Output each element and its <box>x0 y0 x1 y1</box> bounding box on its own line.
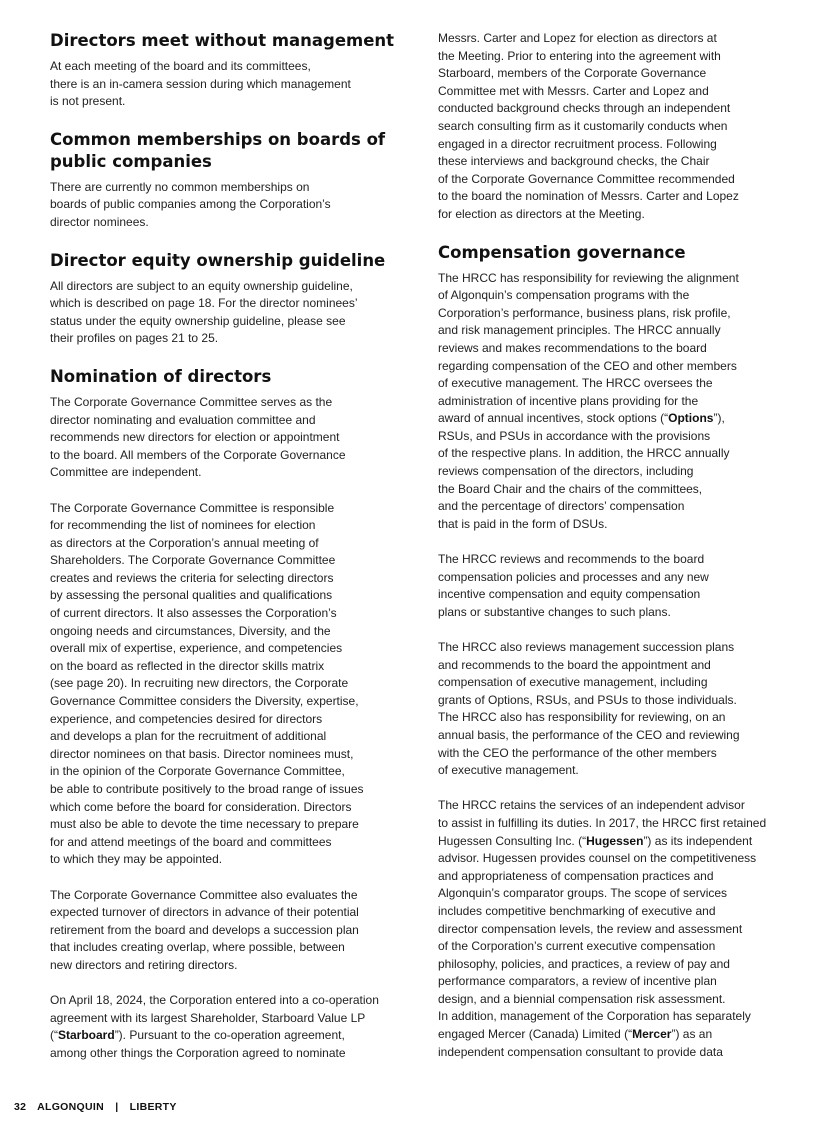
heading-equity-ownership: Director equity ownership guideline <box>50 250 386 270</box>
paragraph-hrcc-advisor <box>438 797 790 1061</box>
text-run: ”) as an independent compensation consultant to provide data <box>438 1027 723 1059</box>
left-column <box>50 30 410 1063</box>
heading-directors-meet: Directors meet without management <box>50 31 395 50</box>
page-footer <box>14 1101 185 1113</box>
heading-common-memberships: Common memberships on boards of public companies <box>50 129 386 171</box>
paragraph-nominee-checks: Messrs. Carter and Lopez for election as directors at the Meeting. Prior to entering into the agreement with Starboard, members of the Corporate Governance Committee met with Messrs. Carter and Lopez and conducted background checks through an independent search consulting firm as it customarily conducts when engaged in a director recruitment process. Following these interviews and background checks, the Chair of the Corporate Governance Committee recommended to the board the nomination of Messrs. Carter and Lopez for election as directors at the Meeting. <box>438 31 739 221</box>
page-number: 32 <box>14 1101 27 1113</box>
text-run: ”) as its independent advisor. Hugessen provides counsel on the competitiveness and appropriateness of compensation practices and Algonquin’s comparator groups. The scope of services includes competitive benchmarking of executive and director compensation levels, the review and assessment of the Corporation’s current executive compensation philosophy, policies, and practices, a review of pay and performance comparators, a review of incentive plan design, and a biennial compensation risk assessment. In addition, management of the Corporation has separately engaged Mercer (Canada) Limited (“ <box>438 833 757 1042</box>
paragraph-succession: The Corporate Governance Committee also evaluates the expected turnover of directors in advance of their potential retirement from the board and develops a succession plan that includes creating overlap, where possible, between new directors and retiring directors. <box>50 887 359 972</box>
defined-term-hugessen: Hugessen <box>586 833 644 848</box>
right-column <box>438 30 790 1061</box>
paragraph-cooperation-agreement <box>50 992 410 1062</box>
text-run: The HRCC retains the services of an independent advisor to assist in fulfilling its duties. In 2017, the HRCC first retained Hugessen Consulting Inc. (“ <box>438 798 767 848</box>
defined-term-options: Options <box>668 411 714 426</box>
paragraph-nominating-committee: The Corporate Governance Committee serves as the director nominating and evaluation committee and recommends new directors for election or appointment to the board. All members of the Corporate Governance Committee are independent. <box>50 394 346 480</box>
paragraph-equity-ownership: All directors are subject to an equity ownership guideline, which is described on page 18. For the director nominees’ status under the equity ownership guideline, please see their profiles on pages 21 to 25. <box>50 278 358 346</box>
defined-term-starboard: Starboard <box>58 1028 115 1043</box>
text-run: On April 18, 2024, the Corporation entered into a co-operation agreement with its largest Shareholder, Starboard Value LP (“ <box>50 993 379 1043</box>
text-run: The HRCC has responsibility for reviewing the alignment of Algonquin’s compensation programs with the Corporation’s performance, business plans, risk profile, and risk management principles. The HRCC annually reviews and makes recommendations to the board regarding compensation of the CEO and other members of executive management. The HRCC oversees the administration of incentive plans providing for the award of annual incentives, stock options (“ <box>438 270 739 426</box>
paragraph-in-camera: At each meeting of the board and its committees, there is an in-camera session during which management is not present. <box>50 59 351 109</box>
paragraph-hrcc-policies: The HRCC reviews and recommends to the board compensation policies and processes and any new incentive compensation and equity compensation plans or substantive changes to such plans. <box>438 552 709 619</box>
paragraph-nominee-selection: The Corporate Governance Committee is responsible for recommending the list of nominees for election as directors at the Corporation’s annual meeting of Shareholders. The Corporate Governance Committee creates and reviews the criteria for selecting directors by assessing the personal qualities and qualifications of current directors. It also assesses the Corporation’s ongoing needs and circumstances, Diversity, and the overall mix of expertise, experience, and competencies on the board as reflected in the director skills matrix (see page 20). In recruiting new directors, the Corporate Governance Committee considers the Diversity, expertise, experience, and competencies desired for directors and develops a plan for the recruitment of additional director nominees on that basis. Director nominees must, in the opinion of the Corporate Governance Committee, be able to contribute positively to the broad range of issues which come before the board for consideration. Directors must also be able to devote the time necessary to prepare for and attend meetings of the board and committees to which they may be appointed. <box>50 500 364 867</box>
heading-nomination: Nomination of directors <box>50 366 272 386</box>
defined-term-mercer: Mercer <box>632 1027 672 1042</box>
heading-compensation-governance: Compensation governance <box>438 242 686 262</box>
paragraph-hrcc-succession: The HRCC also reviews management succession plans and recommends to the board the appointment and compensation of executive management, including grants of Options, RSUs, and PSUs to those individuals. The HRCC also has responsibility for reviewing, on an annual basis, the performance of the CEO and reviewing with the CEO the performance of the other members of executive management. <box>438 640 740 778</box>
brand-algonquin: ALGONQUIN <box>37 1101 104 1113</box>
brand-separator: | <box>115 1101 119 1113</box>
brand-liberty: LIBERTY <box>129 1101 177 1113</box>
paragraph-hrcc-responsibility <box>438 270 790 534</box>
text-run: ”), RSUs, and PSUs in accordance with the provisions of the respective plans. In addition, the HRCC annually reviews compensation of the directors, including the Board Chair and the chairs of the committees, and the percentage of directors’ compensation that is paid in the form of DSUs. <box>438 411 730 531</box>
text-run: ”). Pursuant to the co-operation agreement, among other things the Corporation agreed to nominate <box>50 1028 346 1060</box>
paragraph-common-memberships: There are currently no common memberships on boards of public companies among the Corporation’s director nominees. <box>50 179 331 229</box>
